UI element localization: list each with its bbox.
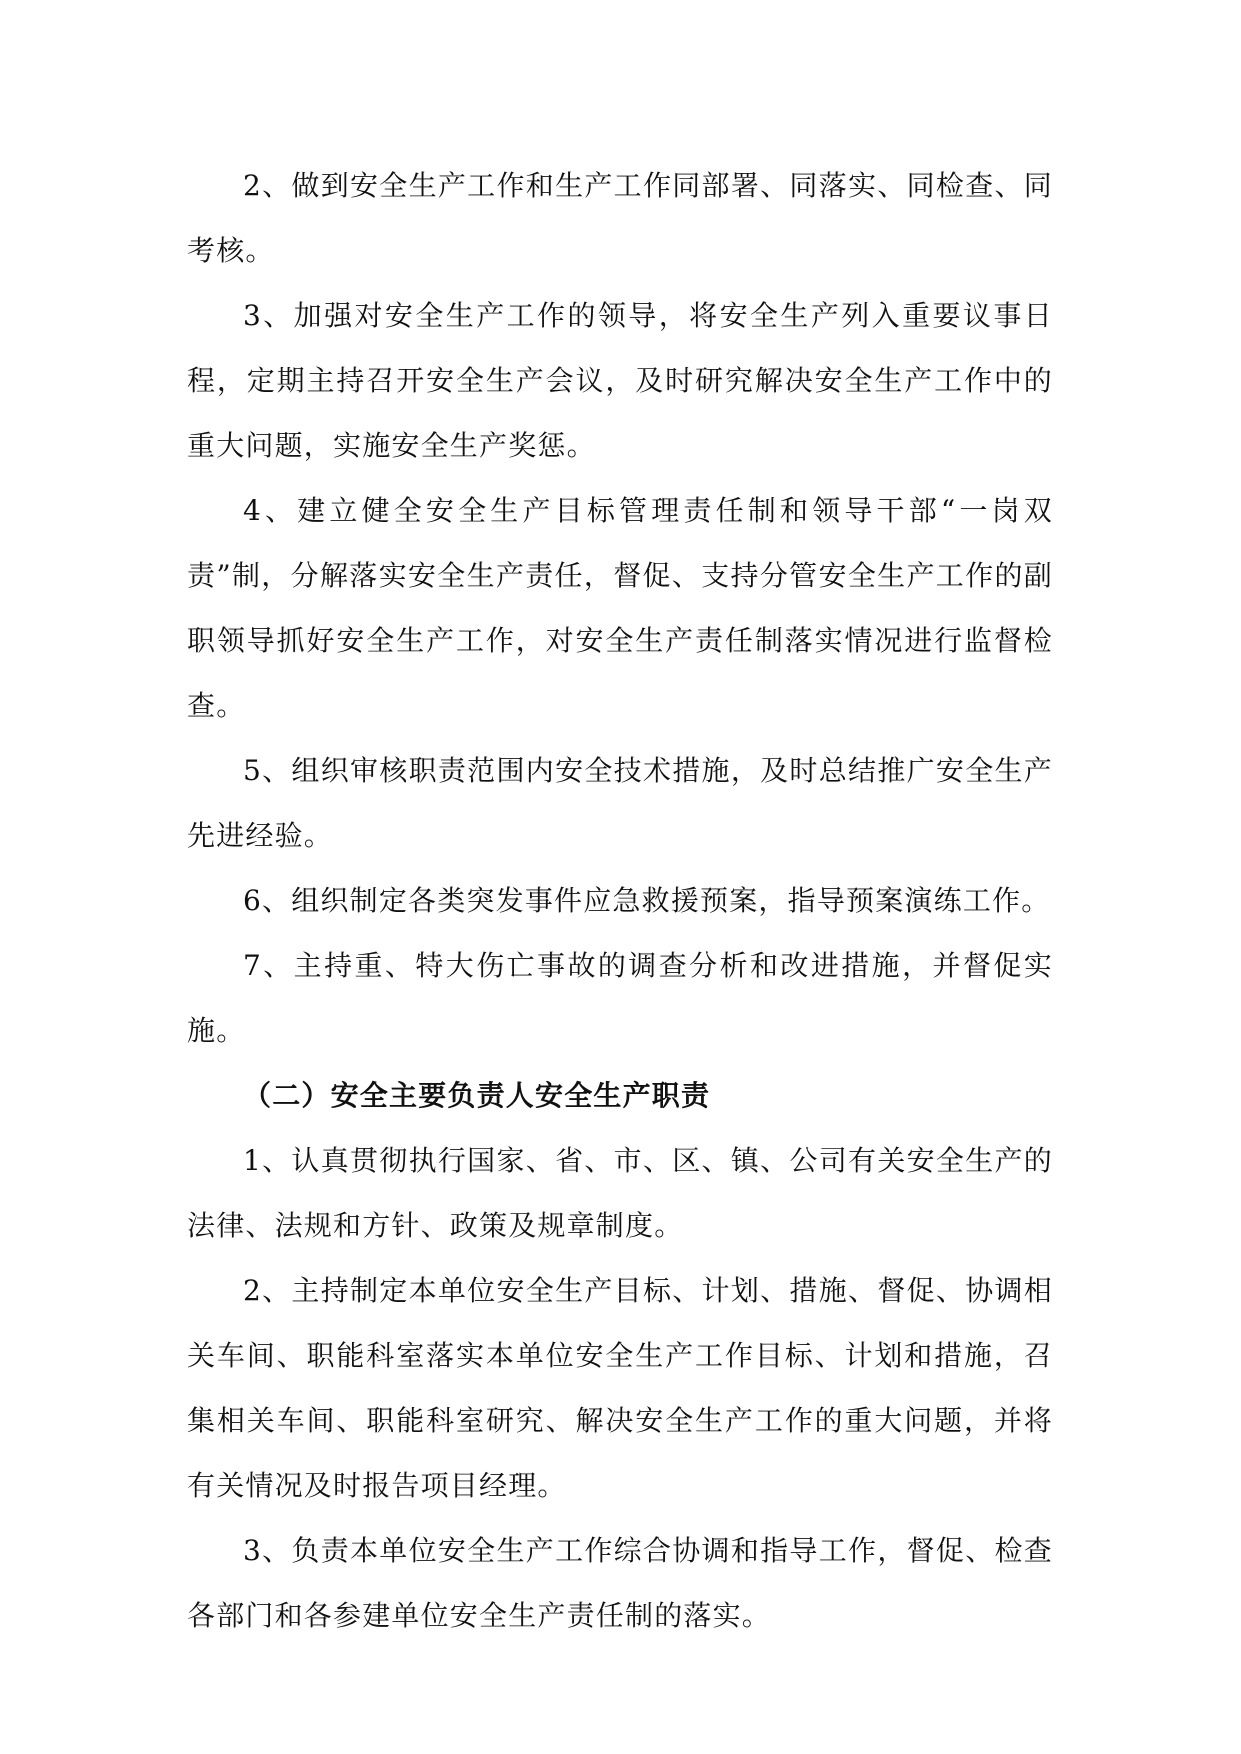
paragraph-item-7: 7、主持重、特大伤亡事故的调查分析和改进措施，并督促实施。	[187, 949, 1053, 1047]
section-paragraph-3: 3、负责本单位安全生产工作综合协调和指导工作，督促、检查各部门和各参建单位安全生产责任制的落实。	[187, 1534, 1053, 1632]
section-paragraph-2: 2、主持制定本单位安全生产目标、计划、措施、督促、协调相关车间、职能科室落实本单位安全生产工作目标、计划和措施，召集相关车间、职能科室研究、解决安全生产工作的重大问题，并将有关情况及时报告项目经理。	[187, 1274, 1053, 1502]
section-paragraph-1: 1、认真贯彻执行国家、省、市、区、镇、公司有关安全生产的法律、法规和方针、政策及规章制度。	[187, 1144, 1053, 1242]
section-heading: （二）安全主要负责人安全生产职责	[243, 1079, 711, 1112]
paragraph-item-5: 5、组织审核职责范围内安全技术措施，及时总结推广安全生产先进经验。	[187, 754, 1053, 852]
paragraph-item-3: 3、加强对安全生产工作的领导，将安全生产列入重要议事日程，定期主持召开安全生产会议，及时研究解决安全生产工作中的重大问题，实施安全生产奖惩。	[187, 299, 1053, 462]
paragraph-item-4: 4、建立健全安全生产目标管理责任制和领导干部“一岗双责”制，分解落实安全生产责任，督促、支持分管安全生产工作的副职领导抓好安全生产工作，对安全生产责任制落实情况进行监督检查。	[187, 494, 1053, 722]
document-body	[187, 153, 1053, 1648]
paragraph-item-6: 6、组织制定各类突发事件应急救援预案，指导预案演练工作。	[243, 884, 1051, 917]
paragraph-item-2: 2、做到安全生产工作和生产工作同部署、同落实、同检查、同考核。	[187, 169, 1053, 267]
